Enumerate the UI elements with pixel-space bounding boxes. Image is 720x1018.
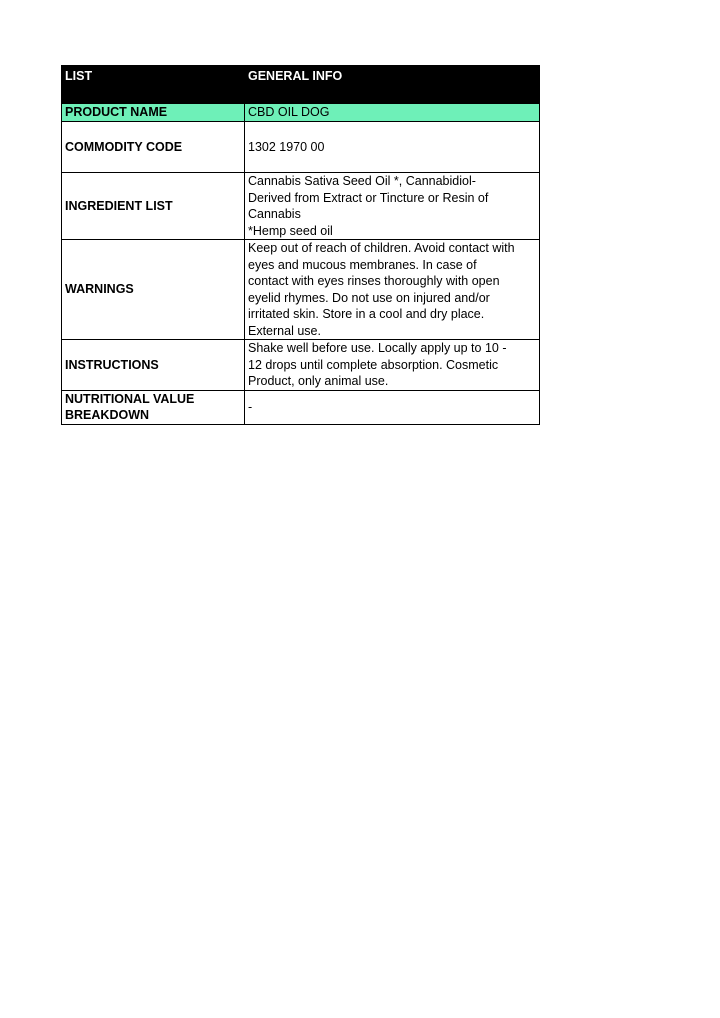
product-info-table <box>61 65 540 425</box>
nutritional-value-label: NUTRITIONAL VALUE BREAKDOWN <box>62 390 245 424</box>
table-header-row <box>62 66 540 104</box>
warnings-label: WARNINGS <box>62 240 245 340</box>
commodity-code-value: 1302 1970 00 <box>245 122 540 173</box>
instructions-label: INSTRUCTIONS <box>62 340 245 391</box>
product-name-value: CBD OIL DOG <box>245 104 540 122</box>
table-row-warnings <box>62 240 540 340</box>
table-row-product-name <box>62 104 540 122</box>
warnings-value: Keep out of reach of children. Avoid contact with eyes and mucous membranes. In case of contact with eyes rinses thoroughly with open eyelid rhymes. Do not use on injured and/or irritated skin. Store in a cool and dry place. External use. <box>245 240 540 340</box>
ingredient-list-value: Cannabis Sativa Seed Oil *, Cannabidiol- Derived from Extract or Tincture or Resin of Cannabis *Hemp seed oil <box>245 173 540 240</box>
table-row-ingredient-list <box>62 173 540 240</box>
nutritional-value-value: - <box>245 390 540 424</box>
ingredient-list-label: INGREDIENT LIST <box>62 173 245 240</box>
table-row-commodity-code <box>62 122 540 173</box>
instructions-value: Shake well before use. Locally apply up to 10 - 12 drops until complete absorption. Cosmetic Product, only animal use. <box>245 340 540 391</box>
table-row-nutritional-value <box>62 390 540 424</box>
table-row-instructions <box>62 340 540 391</box>
product-name-label: PRODUCT NAME <box>62 104 245 122</box>
commodity-code-label: COMMODITY CODE <box>62 122 245 173</box>
header-general-info-cell: GENERAL INFO <box>245 66 540 104</box>
header-list-cell: LIST <box>62 66 245 104</box>
